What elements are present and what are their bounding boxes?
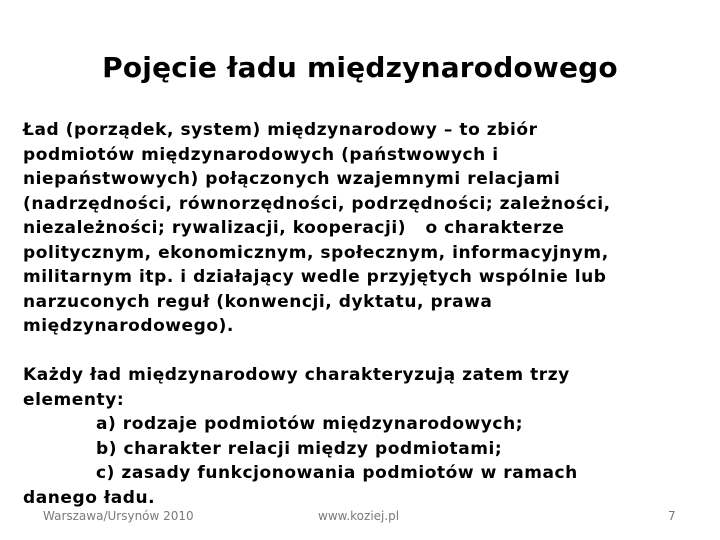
body-line: elementy: <box>23 389 125 410</box>
body-line: militarnym itp. i działający wedle przyjętych wspólnie lub <box>23 267 607 287</box>
body-line: niepaństwowych) połączonych wzajemnymi relacjami <box>23 169 561 189</box>
footer-location: Warszawa/Ursynów 2010 <box>43 509 194 523</box>
slide-body <box>23 118 703 510</box>
body-line: Każdy ład międzynarodowy charakteryzują zatem trzy <box>23 365 570 385</box>
body-line: danego ładu. <box>23 487 156 508</box>
page-number: 7 <box>668 509 676 523</box>
list-item: c) zasady funkcjonowania podmiotów w ramach <box>96 463 578 483</box>
body-line: międzynarodowego). <box>23 316 234 336</box>
slide-title: Pojęcie ładu międzynarodowego <box>102 51 618 84</box>
list-item: b) charakter relacji między podmiotami; <box>96 438 503 459</box>
body-line: politycznym, ekonomicznym, społecznym, informacyjnym, <box>23 242 609 263</box>
paragraph-spacer <box>23 339 703 364</box>
body-line: podmiotów międzynarodowych (państwowych i <box>23 144 499 165</box>
body-line: Ład (porządek, system) międzynarodowy – to zbiór <box>23 120 538 140</box>
body-line: narzuconych reguł (konwencji, dyktatu, prawa <box>23 291 493 312</box>
body-line: (nadrzędności, równorzędności, podrzędności; zależności, <box>23 193 611 214</box>
list-item: a) rodzaje podmiotów międzynarodowych; <box>96 414 524 434</box>
footer-website: www.koziej.pl <box>318 509 400 523</box>
body-line: niezależności; rywalizacji, kooperacji) o charakterze <box>23 218 565 238</box>
